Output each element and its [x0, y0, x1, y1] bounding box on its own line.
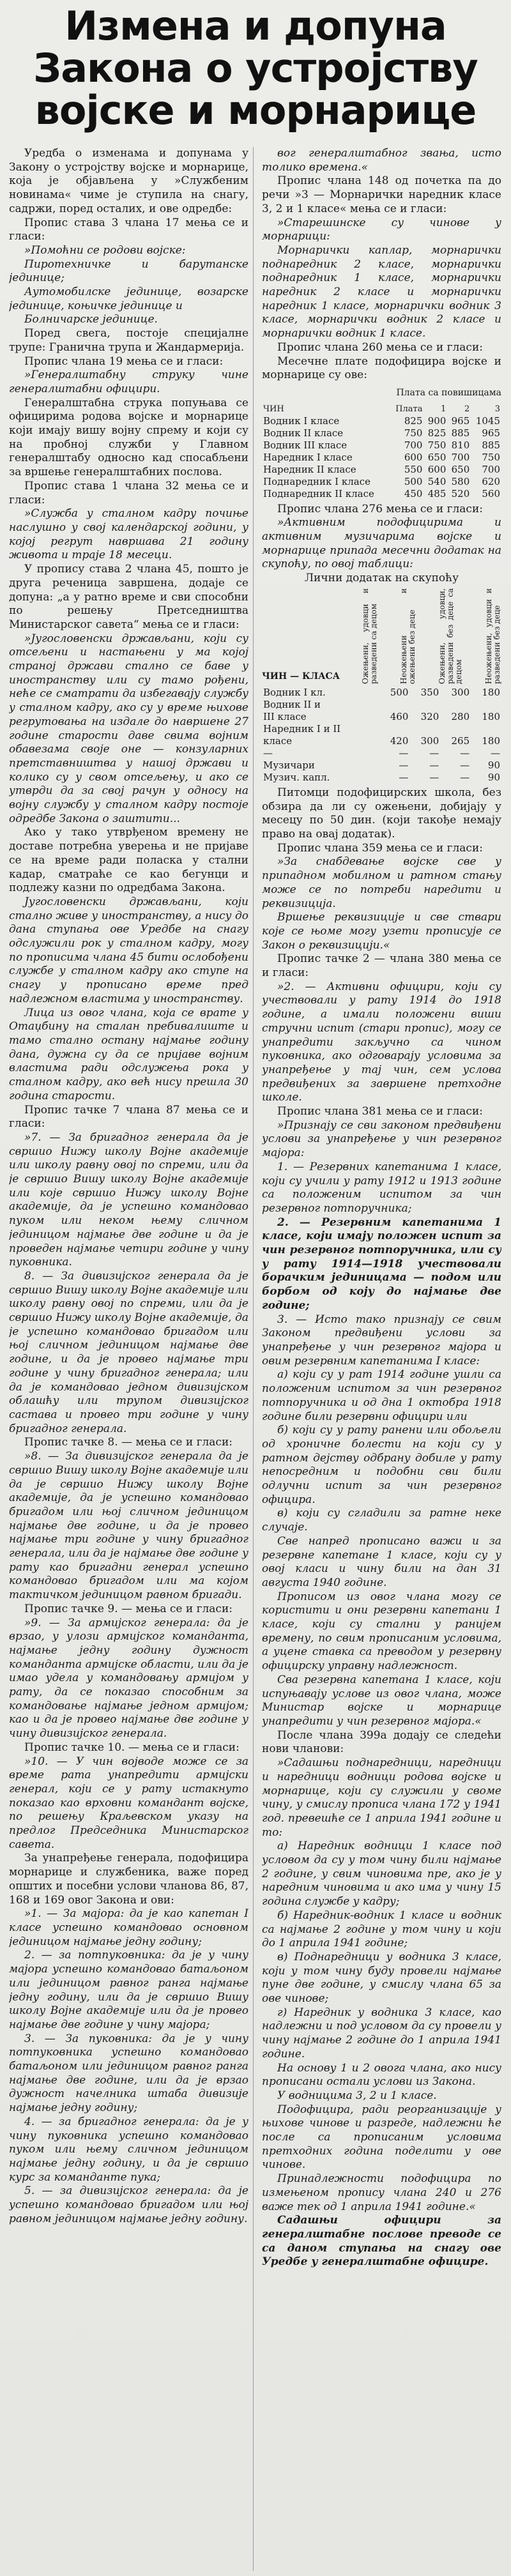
table-header-cell: 3	[494, 404, 500, 414]
article-paragraph: »Генералштабну струку чине генералштабни официри.	[9, 369, 248, 395]
article-paragraph: Пропис тачке 7 члана 87 мења се и гласи:	[9, 1103, 248, 1131]
article-paragraph: 1. — Резервних капетанима 1 класе, који су учили у рату 1912 и 1913 године са положеним испитом за чин резервног потпоручника;	[262, 1160, 501, 1215]
table-cell: Водник II и	[263, 698, 321, 710]
table-cell: Наредник I и II	[263, 722, 341, 735]
table-header-cell: Плата	[395, 404, 423, 414]
article-paragraph: 4. — за бригадног генерала: да је у чину пуковника успешно командовао пуком или њему сличном јединицом најмање једну годину, и да је свршио курс за команданте пука;	[9, 2115, 248, 2184]
article-paragraph: Морнарички каплар, морнарички поднаредник 2 класе, морнарички поднаредник 1 класе, морнарички наредник 2 класе и морнарички наредник 1 класе, морнарички водник 3 класе, морнарички водник 2 класе и морнарички водник 1 класе.	[262, 243, 501, 340]
article-paragraph: 2. — Резервним капетанима 1 класе, који имају положен испит за чин резервног потпоручника, или су у рату 1914—1918 учествовали борачким јединицама — подом или борбом од коју до најмање две године;	[262, 1216, 501, 1312]
table-cell	[440, 699, 471, 711]
right-column	[262, 147, 501, 2571]
article-paragraph: Прописом из овог члана могу се користити и они резервни капетани 1 класе, који су стални у ранијем времену, по свим прописаним условима, а уцене ставка са преводом у резервну официрску управну надлежност.	[262, 1590, 501, 1673]
headline: Измена и допуна Закона о устројству војске и морнарице	[33, 3, 478, 133]
article-paragraph: »Југословенски држављани, који су отсељени и настањени у ма којој страној држави стално се баве у иностранству или су тамо рођени, неће се сматрати да избегавају службу у сталном кадру, ако су у време њихове регрутовања на издале до навршене 27 године старости даве свима војним обавезама своје оне — конзуларних претставништва у нашој држави и колико су у свом отсељењу, и ако се утврди да за свој рачун у односу на војну службу у сталном кадру постоје одредбе Закона о заштити...	[9, 632, 248, 825]
table-cell: 500	[390, 686, 409, 698]
table-cell: 825	[427, 427, 446, 439]
table-cell: —	[429, 759, 439, 771]
article-paragraph: Пропис тачке 9. — мења се и гласи:	[24, 1602, 233, 1615]
table-row	[262, 427, 501, 439]
table-cell: —	[460, 747, 470, 759]
article-paragraph: Пропис тачке 10. — мења се и гласи:	[24, 1741, 240, 1754]
article-paragraph: 3. — Исто тако признају се свим Законом предвиђени услови за унапређење у чин резервног мајора и овим резервним капетанима I класе:	[262, 1313, 501, 1368]
table-cell: 280	[451, 710, 470, 722]
article-paragraph: Пропис тачке 2 — члана 380 мења се и гласи:	[262, 952, 501, 980]
article-paragraph: 3. — За пуковника: да је у чину потпуковника успешно командовао батаљоном или јединицом равног ранга најмање две године, или да је врзао дужност начелника штаба дивизије најмање једну годину;	[9, 2032, 248, 2115]
allowance-table-header	[262, 588, 501, 684]
table-header-cell: 1	[441, 404, 446, 414]
article-paragraph: Генералштабна струка попуњава се официрима родова војске и морнарице који имају вишу војну спрему и који су на пробној служби у Главном генералштабу односно кад спосабљени за вршење генералштабних послова.	[9, 396, 248, 479]
table-cell: —	[429, 771, 439, 783]
article-paragraph: б) Наредник-водник 1 класе и водник са најмање 2 године у том чину и који до 1 априла 1941 године;	[262, 1909, 501, 1950]
table-row	[262, 759, 501, 772]
table-row	[262, 699, 501, 711]
article-paragraph: 2. — за потпуковника: да је у чину мајора успешно командовао батаљоном или јединицом равног ранга најмање једну годину, или да је свршио Вишу школу Војне академије или да је провео најмање две године у чину мајора;	[9, 1949, 248, 2031]
article-paragraph: »Признају се сви законом предвиђени услови за унапређење у чин резервног мајора:	[262, 1118, 501, 1160]
article-paragraph: »9. — За армијског генерала: да је врзао, у улози армијског команданта, најмање једну годину дужност команданта армијске области, или да је имао удела у командовању армијом у рату, да се показао способним за командовање најмање једном армијом; као и да је провео најмање две године у чину дивизијског генерала.	[9, 1616, 248, 1741]
article-paragraph: Подофицира, ради реорганизације у њихове чинове и разреде, надлежни ће после са прописаним условима претходних година поделити у ове чинове.	[262, 2103, 501, 2172]
left-column	[9, 147, 248, 2571]
table-cell: 420	[390, 735, 409, 747]
article-paragraph: У пропису става 2 члана 45, пошто је друга реченица завршена, додаје се допуна: „а у ратно време и сви способни по решењу Претседништва Министарског савета“ мења се и гласи:	[9, 563, 248, 631]
table-header-cell: 2	[464, 404, 470, 414]
allowance-vheader: Ожењени, удовци, разведени без деце са децом	[438, 588, 464, 684]
table-row	[262, 711, 501, 723]
table-header-cell: ЧИН	[263, 404, 284, 414]
article-paragraph: Питомци подофицирских школа, без обзира да ли су ожењени, добијају у месецу по 50 дин. (који такође немају право на овај додатак).	[262, 786, 501, 841]
table-cell: 965	[482, 427, 500, 439]
table-cell	[409, 723, 440, 735]
table-cell: 300	[420, 735, 439, 747]
article-paragraph: »10. — У чин војводе може се за време рата унапредити армијски генерал, који се у рату истакнуто показао као врховни командант војске, по решењу Краљевском указу на предлог Председника Министарског савета.	[9, 1755, 248, 1851]
table-cell: 885	[482, 439, 500, 451]
table-cell: —	[399, 747, 409, 759]
table-row	[262, 439, 501, 452]
article-paragraph: Пропис члана 19 мења се и гласи:	[24, 354, 224, 368]
article-paragraph: б) који су у рату ранени или обољели од хроничне болести на који су у ратном дејству одбрану добиле у рату непосредним и подобни сви били одлучни испит за чин резервног официра.	[262, 1424, 501, 1506]
table-row	[262, 747, 501, 759]
table-row	[262, 452, 501, 464]
table-cell: —	[460, 759, 470, 771]
table-cell	[379, 723, 410, 735]
table-cell: 650	[427, 451, 446, 463]
table-cell: 620	[482, 475, 500, 487]
allowance-vheader: Неожењени и ожењени без деце	[399, 588, 417, 684]
article-paragraph: У водницима 3, 2 и 1 класе.	[277, 2089, 437, 2102]
article-paragraph: Аутомобилске јединице, возарске јединице, коњичке јединице и	[9, 286, 248, 312]
allowance-table	[262, 687, 501, 784]
article-paragraph: 5. — за дивизијског генерала: да је успешно командовао бригадом или њој равном јединицом најмање једну годину.	[9, 2184, 248, 2225]
table-cell: Поднаредник I класе	[263, 475, 370, 487]
table-cell: 485	[427, 487, 446, 499]
article-paragraph: »Служба у сталном кадру почиње наслушно у свој календарској години, у којој регрут навршава 21 годину живота и траје 18 месеци.	[9, 507, 248, 562]
table-cell: 700	[482, 463, 500, 475]
table-cell: 700	[404, 439, 423, 451]
article-paragraph: »За снабдевање војске све у припадном мобилном и ратном стању може се по потреби наредити и реквизиција.	[262, 855, 501, 910]
article-paragraph: Пропис става 1 члана 32 мења се и гласи:	[9, 479, 248, 507]
table-cell: 750	[427, 439, 446, 451]
table-cell: Водник II класе	[263, 427, 344, 439]
table-cell: —	[429, 747, 439, 759]
table-cell: —	[460, 771, 470, 783]
table-cell	[471, 699, 501, 711]
table-cell: 180	[482, 710, 500, 722]
table-cell: Водник I класе	[263, 415, 340, 427]
table-cell: 550	[404, 463, 423, 475]
table-cell: 1045	[475, 415, 500, 427]
article-paragraph: »2. — Активни официри, који су учествовали у рату 1914 до 1918 године, а имали положени виши стручни испит (стари пропис), могу се унапредити закључно са чином пуковника, ако одговарају условима за унапређење у тај чин, сем условa предвиђених за завршене претходне школе.	[262, 980, 501, 1104]
table-cell	[379, 699, 410, 711]
table-cell: —	[263, 747, 273, 759]
article-paragraph: На основу 1 и 2 овога члана, ако нису прописани остали услови из Закона.	[262, 2061, 501, 2089]
table-cell: Музичари	[263, 759, 315, 771]
article-paragraph: Ако у тако утврђеном времену не доставе потребна уверења и не пријаве се на време ради поласка у стални кадар, сматраће се као бегунци и подлежу казни по одредбама Закона.	[9, 826, 248, 895]
allowance-class-column: ЧИН — КЛАСА	[262, 671, 340, 682]
table-row	[262, 476, 501, 488]
table-cell: 750	[482, 451, 500, 463]
table-cell: 90	[487, 771, 500, 783]
article-paragraph: Југословенски држављани, који стално живе у иностранству, а нису до дана ступања ове Уредбе на снагу одслужили рок у сталном кадру, могу по прописима члана 45 бити ослобођени службе у сталном кадру ако ступе на снагу у прописано време пред надлежном властима у иностранству.	[9, 895, 248, 1005]
article-paragraph: Лица из овог члана, која се врате у Отаџбину на сталан пребивалиште и тамо стално остану најмање годину дана, дужна су да се пријаве војним властима ради одслужења рока у сталном кадру, ако већ нису прешла 30 година старости.	[9, 1006, 248, 1102]
article-paragraph: в) који су сгладили за ратне неке случаје.	[262, 1507, 501, 1534]
table-cell: 650	[451, 463, 470, 475]
table-cell	[471, 723, 501, 735]
article-paragraph: »8. — За дивизијског генерала да је свршио Вишу школу Војне академије или да је свршио Нижу школу Војне академије, да је успешно командовао бригадом или њој сличном јединицом најмање две године, и да је провео најмање три године у чину бригадног генерала, или да је најмање две године у рату као бригадни генерал успешно командовао бригадом или ма којом тактичком јединицом равном бригади.	[9, 1450, 248, 1602]
table-cell: 825	[404, 415, 423, 427]
table-row	[262, 735, 501, 747]
table-cell: 600	[427, 463, 446, 475]
table-cell: —	[491, 747, 500, 759]
article-paragraph: »Помоћни се родови војске:	[24, 243, 186, 257]
column-divider	[253, 147, 254, 2571]
article-paragraph: После члана 399а додају се следећи нови чланови:	[262, 1728, 501, 1756]
article-paragraph: »Старешинске су чинове у морнарици:	[262, 216, 501, 243]
table-cell: класе	[263, 735, 293, 747]
article-paragraph: Вршење реквизиције и све ствари које се њоме могу узети прописује се Закон о реквизицији.«	[262, 911, 501, 952]
article-paragraph: в) Поднаредници у водника 3 класе, који у том чину буду провели најмање пуне две године, у смислу члана 65 за ове чинове;	[262, 1950, 501, 2006]
table-cell: Наредник I класе	[263, 451, 353, 463]
table-cell: Водник III класе	[263, 439, 347, 451]
article-paragraph: Пропис члана 359 мења се и гласи:	[277, 841, 484, 855]
allowance-vheader: Неожењени, удовци и разведени без деце	[484, 588, 501, 684]
article-paragraph: Пиротехничке и барутанске јединице;	[9, 257, 248, 285]
table-cell: 965	[451, 415, 470, 427]
table-cell: 90	[487, 759, 500, 771]
table-row	[262, 415, 501, 427]
table-cell: 885	[451, 427, 470, 439]
table-cell: 900	[427, 415, 446, 427]
article-paragraph: »Активним подофицирима и активним музичарима војске и морнарице припада месечни додатак на скупоћу, по овој таблици:	[262, 516, 501, 571]
article-paragraph: »7. — За бригадног генерала да је свршио Нижу школу Војне академије или школу равну овој по спреми, или да је свршио Вишу школу Војне академије или које свршио Нижу школу Војне академије, да је успешно командовао пуком или неком њему сличном јединицом најмање две године и да је проведен најмање четири године у чину пуковника.	[9, 1131, 248, 1269]
article-paragraph: 8. — За дивизијског генерала да је свршио Вишу школу Војне академије или школу равну овој по спреми, или да је свршио Нижу школу Војне академије, да је успешно командовао бригадом или њој сличном јединицом најмање две године, и да је провео најмање три године у чину бригадног генерала; или да је командовао једном дивизијском облашћу или трупом дивизијског састава и провео три године у чину бригадног генерала.	[9, 1269, 248, 1435]
table-cell: 350	[420, 686, 439, 698]
article-paragraph: За унапређење генерала, подофицира морнарице и службеника, важе поред општих и посебни услови чланова 86, 87, 168 и 169 овог Закона и ови:	[9, 1852, 248, 1907]
article-paragraph: »1. — За мајора: да је као капетан I класе успешно командовао основном јединицом најмање једну годину;	[9, 1907, 248, 1948]
table-cell: 320	[420, 710, 439, 722]
table-row	[262, 723, 501, 735]
table-cell: Наредник II класе	[263, 463, 356, 475]
table-row	[262, 488, 501, 500]
table-cell: —	[399, 771, 409, 783]
table-cell: III класе	[263, 710, 307, 722]
table-cell: 540	[427, 475, 446, 487]
article-paragraph: Принадлежности подофицира по измењеном пропису члана 240 и 276 важе тек од 1 априла 1941 године.«	[262, 2172, 501, 2213]
table-cell: 180	[482, 686, 500, 698]
table-cell: —	[399, 759, 409, 771]
article-paragraph: Пропис члана 381 мења се и гласи:	[277, 1105, 484, 1118]
table-cell: 460	[390, 710, 409, 722]
table-cell: 700	[451, 451, 470, 463]
allowance-vheader: Ожењени, удовци и разведени са децом	[361, 588, 379, 684]
table-cell: 600	[404, 451, 423, 463]
article-paragraph: Поред свега, постоје специјалне трупе: Гранична трупа и Жандармерија.	[9, 327, 248, 354]
article-paragraph: Све напред прописано важи и за резервне капетане 1 класе, који су у овој класи и чину били на дан 31 августа 1940 године.	[262, 1534, 501, 1589]
pay-table	[262, 403, 501, 500]
table-cell: 520	[451, 487, 470, 499]
table-cell: 265	[451, 735, 470, 747]
article-paragraph: Уредба о изменама и допунама у Закону о устројству војске и морнарице, која је објављена у »Службеним новинама« чиме је ступила на снагу, садржи, поред осталих, и ове одредбе:	[9, 147, 248, 215]
table-cell	[409, 699, 440, 711]
article-paragraph: Пропис члана 148 од почетка па до речи »3 — Морнарички наредник класе 3, 2 и 1 класе« мења се и гласи:	[262, 174, 501, 215]
table-cell: 560	[482, 487, 500, 499]
article-paragraph: Пропис члана 260 мења се и гласи:	[277, 340, 484, 354]
table-cell: Водник I кл.	[263, 686, 326, 698]
table-cell: 750	[404, 427, 423, 439]
article-paragraph: »Садашњи поднаредници, наредници и наредници водници родова војске и морнарице, који су служили у своме чину, у смислу прописа члана 172 у 1941 год. превешће се 1 априла 1941 године и то:	[262, 1757, 501, 1839]
article-paragraph: г) Наредник у водника 3 класе, као надлежни и под условом да су провели у чину најмање 2 године до 1 априла 1941 године.	[262, 2006, 501, 2061]
table-row	[262, 772, 501, 784]
table-cell: 810	[451, 439, 470, 451]
pay-table-caption: Плата са повишицама	[396, 387, 501, 398]
article-paragraph: Болничарске јединице.	[24, 313, 158, 326]
allowance-table-title: Лични додатак на скупоћу	[304, 572, 459, 585]
article-paragraph: Пропис тачке 8. — мења се и гласи:	[24, 1436, 233, 1449]
table-row	[262, 464, 501, 476]
article-paragraph: Сва резервна капетана 1 класе, који испуњавају услове из овог члана, може Министар војске и морнарице унапредити у чин резервног мајора.«	[262, 1673, 501, 1728]
table-cell: 580	[451, 475, 470, 487]
article-paragraph: Пропис става 3 члана 17 мења се и гласи:	[9, 216, 248, 243]
article-paragraph: вог генералштабног звања, исто толико времена.«	[262, 147, 501, 174]
article-paragraph: а) Наредник водници 1 класе под условом да су у том чину били најмање 2 године, у свим чиновима пре, ако је у наредним чиновима и ако има у чину 15 година службе у кадру;	[262, 1840, 501, 1909]
table-cell: 450	[404, 487, 423, 499]
table-cell	[440, 723, 471, 735]
article-paragraph: Месечне плате подофицира војске и морнарице су ове:	[262, 354, 501, 382]
table-row	[262, 687, 501, 699]
article-paragraph: а) који су у рат 1914 године ушли са положеним испитом за чин резервног потпоручника и од дна 1 октобра 1918 године били резервни официри или	[262, 1368, 501, 1423]
article-paragraph: Пропис члана 276 мења се и гласи:	[277, 502, 484, 515]
table-cell: Музич. капл.	[263, 771, 330, 783]
article-paragraph: Садашњи официри за генералштабне послове преводе се са даном ступања на снагу ове Уредбе у генералштабне официре.	[262, 2214, 501, 2269]
table-cell: 180	[482, 735, 500, 747]
table-cell: 500	[404, 475, 423, 487]
table-cell: Поднаредник II класе	[263, 487, 374, 499]
table-cell: 300	[451, 686, 470, 698]
